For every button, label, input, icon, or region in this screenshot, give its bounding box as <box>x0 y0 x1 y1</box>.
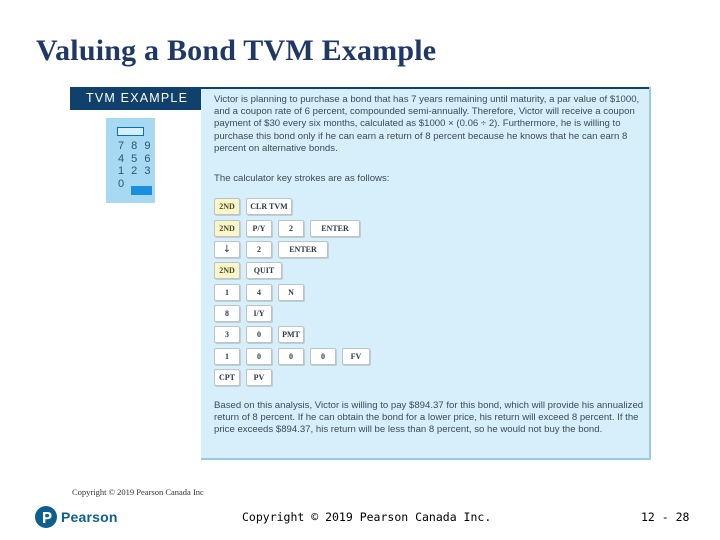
calculator-key: N <box>278 284 304 301</box>
calculator-key: PV <box>246 369 272 386</box>
calculator-equals-bar <box>131 186 152 195</box>
calculator-key: FV <box>342 348 370 365</box>
calculator-key: CLR TVM <box>246 198 292 215</box>
footer-copyright: Copyright © 2019 Pearson Canada Inc. <box>242 510 492 524</box>
tvm-example-panel <box>201 87 651 460</box>
calculator-key: I/Y <box>246 305 272 322</box>
calculator-icon <box>106 118 155 203</box>
calculator-key-row: 7 8 9 <box>118 140 153 152</box>
calculator-key: 0 <box>278 348 304 365</box>
calculator-key: PMT <box>278 326 304 343</box>
calculator-key: 0 <box>310 348 336 365</box>
calculator-key: 1 <box>214 348 240 365</box>
calculator-key: 2ND <box>214 220 240 237</box>
calculator-key: ↓ <box>214 241 240 258</box>
conclusion-paragraph: Based on this analysis, Victor is willing to pay $894.37 for this bond, which will provide his annualized return of 8 percent. If he can obtain the bond for a lower price, his return will exceed 8 percent. If the price exceeds $894.37, his return will be less than 8 percent, so he would not buy the bond. <box>214 400 644 436</box>
page-number: 12 - 28 <box>641 510 690 524</box>
calculator-key: 3 <box>214 326 240 343</box>
calculator-key-row: 4 5 6 <box>118 152 153 165</box>
calculator-key: 2 <box>246 241 272 258</box>
image-copyright: Copyright © 2019 Pearson Canada Inc <box>72 487 204 497</box>
calculator-key: 4 <box>246 284 272 301</box>
calculator-key: 0 <box>246 348 272 365</box>
calculator-key: ENTER <box>278 241 328 258</box>
calculator-key: 0 <box>246 326 272 343</box>
calculator-key: P/Y <box>246 220 272 237</box>
calculator-key: CPT <box>214 369 240 386</box>
calculator-key: ENTER <box>310 220 360 237</box>
calculator-key: 1 <box>214 284 240 301</box>
calculator-key: QUIT <box>246 262 282 279</box>
calculator-key-row: 0 <box>118 177 127 190</box>
calculator-key: 2ND <box>214 262 240 279</box>
calculator-key: 8 <box>214 305 240 322</box>
intro-paragraph: Victor is planning to purchase a bond that has 7 years remaining until maturity, a par value of $1000, and a coupon rate of 6 percent, compounded semi-annually. Therefore, Victor will receive a coupon payment of $30 every six months, calculated as $1000 × (0.06 ÷ 2). Furthermore, he is willing to purchase this bond only if he can earn a return of 8 percent because he knows that he can earn 8 percent on alternative bonds. <box>214 94 640 154</box>
panel-top-rule <box>201 87 649 89</box>
calculator-key: 2ND <box>214 198 240 215</box>
tvm-example-box <box>70 87 651 460</box>
keystroke-label: The calculator key strokes are as follows: <box>214 173 390 184</box>
calculator-display <box>117 127 144 136</box>
pearson-wordmark: Pearson <box>61 509 118 525</box>
pearson-logo-icon <box>35 506 57 528</box>
tvm-example-header: TVM EXAMPLE <box>70 87 201 110</box>
slide-title: Valuing a Bond TVM Example <box>36 34 437 67</box>
calculator-key-row: 1 2 3 <box>118 165 153 177</box>
calculator-keypad <box>118 140 152 190</box>
calculator-key: 2 <box>278 220 304 237</box>
